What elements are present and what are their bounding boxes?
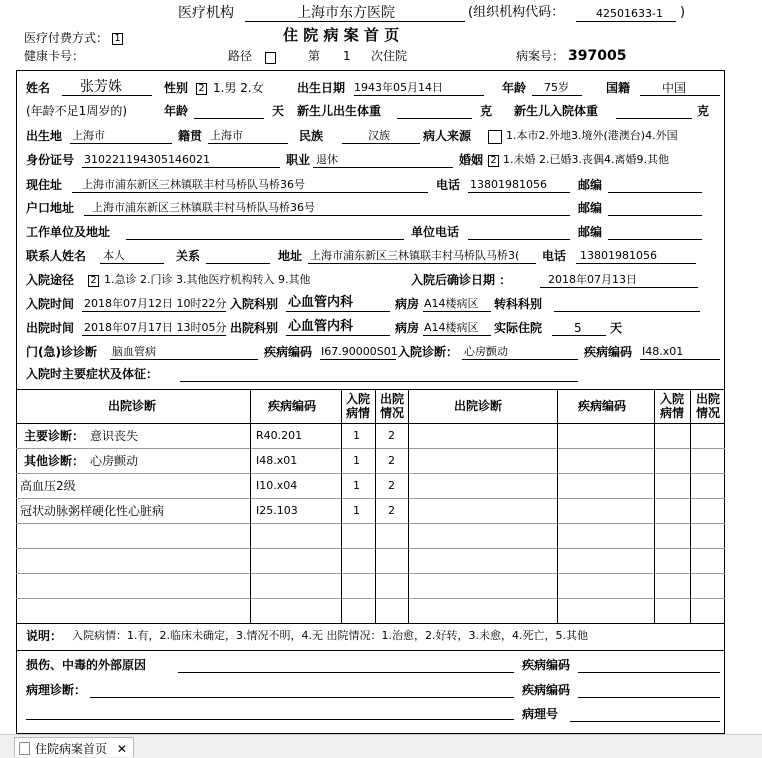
col-line (341, 389, 342, 623)
birth-weight-label: 新生儿出生体重 (297, 104, 382, 118)
org-label: 医疗机构 (178, 5, 234, 21)
out-other-3[interactable]: 2 (388, 504, 395, 517)
dob[interactable]: 1943年05月14日 (354, 81, 443, 94)
address[interactable]: 上海市浦东新区三林镇联丰村马桥队马桥36号 (82, 178, 305, 191)
discharge-time-label: 出院时间 (26, 321, 75, 335)
admit-dept-label: 入院科别 (230, 297, 279, 311)
aw-unit: 克 (697, 104, 710, 118)
code-other-1[interactable]: I48.x01 (256, 454, 298, 467)
in-other-3[interactable]: 1 (353, 504, 360, 517)
col-line (654, 389, 655, 623)
route-box[interactable]: 2 (88, 275, 99, 287)
pathology-line (90, 684, 514, 698)
th-diag-left: 出院诊断 (108, 399, 157, 413)
admit-ward-label: 病房 (395, 297, 420, 311)
card-label: 健康卡号： (24, 49, 85, 63)
code-other-2[interactable]: I10.x04 (256, 479, 298, 492)
org-code-label: (组织机构代码： (468, 5, 565, 20)
th-out-right: 出院情况 (695, 392, 720, 420)
pathology-code-label: 疾病编码 (522, 683, 571, 697)
injury-line (178, 659, 514, 673)
bw-unit: 克 (480, 104, 493, 118)
table-bottom (16, 623, 725, 624)
id-number[interactable]: 310221194305146021 (84, 153, 210, 166)
zip-label-3: 邮编 (578, 225, 603, 239)
day-label: 天 (272, 104, 285, 118)
tab-record-home[interactable] (14, 737, 134, 757)
org-code: 42501633-1 (596, 7, 663, 20)
job-label: 职业 (286, 153, 311, 167)
in-main[interactable]: 1 (353, 429, 360, 442)
table-row-line (16, 498, 725, 499)
tab-bar (0, 734, 762, 758)
transfer-line (554, 298, 700, 312)
symptom-label: 入院时主要症状及体征： (26, 367, 159, 381)
pathology-no-label: 病理号 (522, 707, 559, 721)
pathology-code-line (578, 684, 720, 698)
relation-line (206, 250, 270, 264)
marriage-box[interactable]: 2 (488, 155, 499, 167)
hukou[interactable]: 上海市浦东新区三林镇联丰村马桥队马桥36号 (92, 201, 315, 214)
discharge-dept[interactable]: 心血管内科 (288, 319, 354, 334)
addr-label: 现住址 (26, 178, 63, 192)
code-other-3[interactable]: I25.103 (256, 504, 298, 517)
table-row-line (16, 598, 725, 599)
pathology-line-2 (26, 706, 514, 720)
age-label: 年龄 (502, 81, 527, 95)
table-row-line (16, 473, 725, 474)
table-row-line (16, 573, 725, 574)
contact[interactable]: 本人 (103, 249, 125, 262)
zip-line-1 (608, 179, 702, 193)
note-text: 入院病情：1.有，2.临床未确定，3.情况不明，4.无 出院情况：1.治愈，2.好转，3.未愈，4.死亡，5.其他 (72, 629, 588, 642)
col-line (408, 389, 409, 623)
id-label: 身份证号 (26, 153, 75, 167)
admit-weight-label: 新生儿入院体重 (514, 104, 599, 118)
note-label: 说明： (26, 629, 63, 643)
pay-box[interactable]: 1 (112, 33, 123, 45)
work-line (126, 226, 404, 240)
days-unit: 天 (610, 321, 623, 335)
relation-label: 关系 (176, 249, 201, 263)
th-code-left: 疾病编码 (268, 399, 317, 413)
marriage-options: 1.未婚 2.已婚3.丧偶4.离婚9.其他 (503, 153, 669, 166)
out-other-1[interactable]: 2 (388, 454, 395, 467)
marriage-label: 婚姻 (459, 153, 484, 167)
op-code[interactable]: I67.90000S01 (321, 345, 398, 358)
row-label-other: 其他诊断： (24, 454, 85, 468)
op-diag-label: 门(急)诊诊断 (26, 345, 97, 359)
discharge-dept-label: 出院科别 (230, 321, 279, 335)
nation-label: 国籍 (606, 81, 631, 95)
confirm-date[interactable]: 2018年07月13日 (548, 273, 637, 286)
op-diag[interactable]: 脑血管病 (112, 345, 156, 358)
pay-label: 医疗付费方式： (24, 31, 109, 45)
out-other-2[interactable]: 2 (388, 479, 395, 492)
sex-options: 1.男 2.女 (213, 81, 264, 95)
note-bottom (16, 650, 725, 651)
route-options: 1.急诊 2.门诊 3.其他医疗机构转入 9.其他 (104, 273, 311, 286)
admit-weight-line (616, 105, 692, 119)
name-label: 姓名 (26, 81, 51, 95)
native[interactable]: 上海市 (210, 129, 243, 142)
times-pre: 第 (308, 49, 321, 63)
hukou-label: 户口地址 (26, 201, 75, 215)
admit-ward[interactable]: A14楼病区 (424, 297, 479, 310)
in-diag-label: 入院诊断： (398, 345, 459, 359)
injury-code-line (578, 659, 720, 673)
th-code-right: 疾病编码 (578, 399, 627, 413)
injury-label: 损伤、中毒的外部原因 (26, 658, 147, 672)
work-label: 工作单位及地址 (26, 225, 111, 239)
close-icon[interactable]: ✕ (116, 742, 127, 756)
in-diag[interactable]: 心房颤动 (464, 345, 508, 358)
days-label: 实际住院 (494, 321, 543, 335)
table-top (16, 389, 725, 390)
patient-name[interactable]: 张芳姝 (80, 79, 122, 95)
infant-age-label: 年龄 (164, 104, 189, 118)
contact-addr-label: 地址 (278, 249, 303, 263)
org-code-close: ) (680, 5, 686, 20)
route-label: 入院途径 (26, 273, 75, 287)
work-phone-label: 单位电话 (411, 225, 460, 239)
col-line (557, 389, 558, 623)
col-line (250, 389, 251, 623)
birthplace-label: 出生地 (26, 129, 63, 143)
symptom-line (180, 368, 578, 382)
in-code[interactable]: I48.x01 (642, 345, 684, 358)
birth-weight-line (397, 105, 472, 119)
confirm-label: 入院后确诊日期 ： (411, 273, 512, 287)
table-row-line (16, 523, 725, 524)
times-post: 次住院 (371, 49, 408, 63)
path-checkbox[interactable] (265, 52, 276, 64)
native-label: 籍贯 (178, 129, 203, 143)
diag-main[interactable]: 意识丧失 (90, 429, 139, 443)
discharge-ward[interactable]: A14楼病区 (424, 321, 479, 334)
col-line (375, 389, 376, 623)
record-label: 病案号： (516, 49, 565, 63)
contact-phone[interactable]: 13801981056 (580, 249, 657, 262)
out-main[interactable]: 2 (388, 429, 395, 442)
admit-time[interactable]: 2018年07月12日 10时22分 (84, 297, 227, 310)
source-label: 病人来源 (423, 129, 472, 143)
work-phone-line (468, 226, 570, 240)
dob-label: 出生日期 (297, 81, 346, 95)
diag-other-2[interactable]: 高血压2级 (20, 479, 76, 493)
transfer-label: 转科科别 (494, 297, 543, 311)
source-box[interactable] (488, 130, 502, 144)
phone-label: 电话 (436, 178, 461, 192)
org-name: 上海市东方医院 (297, 5, 395, 21)
zip-line-2 (608, 202, 702, 216)
infant-age-line (194, 105, 264, 119)
sex-label: 性别 (164, 81, 189, 95)
job[interactable]: 退休 (316, 153, 338, 166)
path-label: 路径 (228, 49, 253, 63)
sex-box[interactable]: 2 (196, 83, 207, 95)
table-header-bottom (16, 423, 725, 424)
discharge-time[interactable]: 2018年07月17日 13时05分 (84, 321, 227, 334)
pathology-no-line (570, 708, 720, 722)
in-other-2[interactable]: 1 (353, 479, 360, 492)
admit-time-label: 入院时间 (26, 297, 75, 311)
pathology-label: 病理诊断： (26, 683, 87, 697)
col-line (690, 389, 691, 623)
ethnic[interactable]: 汉族 (368, 129, 390, 142)
th-out-left: 出院情况 (379, 392, 404, 420)
ethnic-label: 民族 (299, 129, 324, 143)
document-icon (19, 742, 30, 755)
in-code-label: 疾病编码 (584, 345, 633, 359)
contact-phone-label: 电话 (542, 249, 567, 263)
op-code-label: 疾病编码 (264, 345, 313, 359)
table-row-line (16, 448, 725, 449)
contact-label: 联系人姓名 (26, 249, 87, 263)
diag-other-3[interactable]: 冠状动脉粥样硬化性心脏病 (20, 504, 165, 518)
zip-label-2: 邮编 (578, 201, 603, 215)
diag-other-1[interactable]: 心房颤动 (90, 454, 139, 468)
record-no: 397005 (568, 48, 627, 64)
row-label-main: 主要诊断： (24, 429, 85, 443)
infant-note: (年龄不足1周岁的) (26, 104, 127, 118)
page-title: 住 院 病 案 首 页 (283, 26, 400, 44)
age[interactable]: 75岁 (544, 81, 569, 94)
table-row-line (16, 548, 725, 549)
tab-label: 住院病案首页 (35, 742, 108, 756)
th-in-right: 入院病情 (659, 392, 684, 420)
in-other-1[interactable]: 1 (353, 454, 360, 467)
code-main[interactable]: R40.201 (256, 429, 303, 442)
zip-label-1: 邮编 (578, 178, 603, 192)
phone[interactable]: 13801981056 (470, 178, 547, 191)
zip-line-3 (608, 226, 702, 240)
discharge-ward-label: 病房 (395, 321, 420, 335)
th-in-left: 入院病情 (345, 392, 370, 420)
nation[interactable]: 中国 (662, 81, 687, 95)
birthplace[interactable]: 上海市 (72, 129, 105, 142)
th-diag-right: 出院诊断 (454, 399, 503, 413)
injury-code-label: 疾病编码 (522, 658, 571, 672)
contact-address[interactable]: 上海市浦东新区三林镇联丰村马桥队马桥3( (310, 249, 520, 262)
admit-dept[interactable]: 心血管内科 (288, 295, 354, 310)
source-options: 1.本市2.外地3.境外(港澳台)4.外国 (506, 129, 678, 142)
times-value: 1 (343, 49, 351, 63)
days[interactable]: 5 (574, 321, 582, 335)
